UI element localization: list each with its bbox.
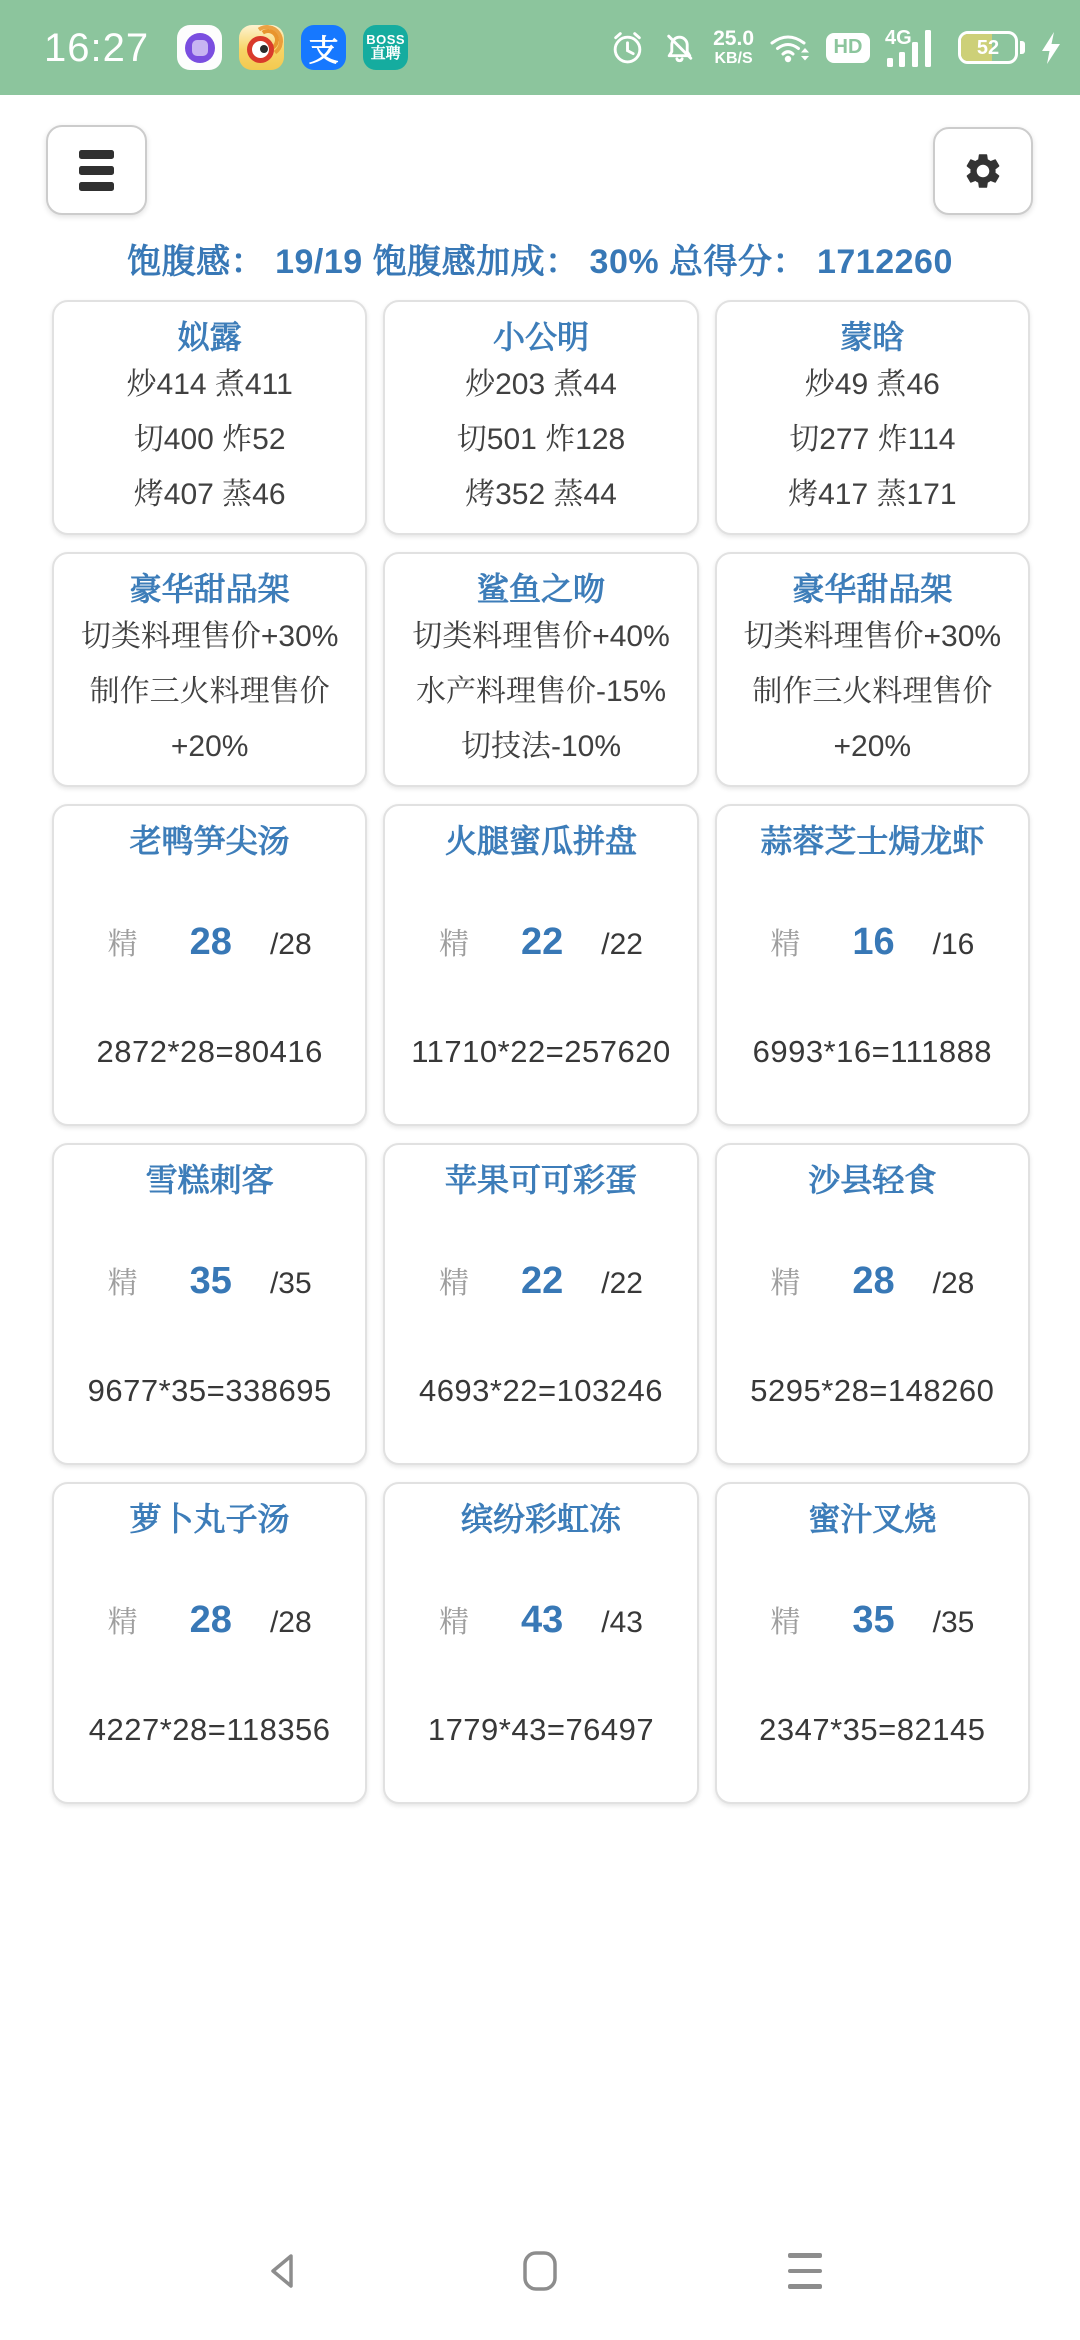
chef-skill-line: 炒49 煮46	[804, 368, 940, 401]
dish-quantity-row	[717, 919, 1028, 964]
equipment-name: 鲨鱼之吻	[476, 571, 605, 607]
dish-quantity-row	[54, 1258, 365, 1303]
chef-name: 姒露	[177, 319, 242, 355]
chef-card[interactable]	[715, 300, 1030, 535]
equipment-card[interactable]	[383, 552, 698, 787]
equipment-name: 豪华甜品架	[792, 571, 953, 607]
refine-label: 精	[107, 1606, 138, 1639]
chef-card[interactable]	[52, 300, 367, 535]
chef-skill-line: 烤417 蒸171	[788, 478, 957, 511]
dish-name: 蜜汁叉烧	[808, 1501, 937, 1537]
dish-quantity-row	[385, 1597, 696, 1642]
weibo-app-icon	[239, 25, 284, 70]
dish-name: 蒜蓉芝士焗龙虾	[760, 823, 985, 859]
dish-quantity-row	[385, 919, 696, 964]
refine-label: 精	[770, 928, 801, 961]
chef-name: 蒙晗	[840, 319, 905, 355]
refine-label: 精	[107, 928, 138, 961]
boss-zhipin-app-icon: BOSS 直聘	[363, 25, 408, 70]
dish-quantity-row	[54, 1597, 365, 1642]
dish-score-formula: 4693*22=103246	[418, 1373, 664, 1408]
dish-card[interactable]	[383, 1143, 698, 1465]
refine-label: 精	[438, 1606, 469, 1639]
dish-card[interactable]	[52, 1482, 367, 1804]
equipment-name: 豪华甜品架	[129, 571, 290, 607]
hamburger-icon	[79, 150, 114, 191]
status-bar-right	[609, 28, 1062, 68]
settings-button[interactable]	[933, 127, 1033, 215]
refine-label: 精	[107, 1267, 138, 1300]
equipment-buff-line: 切类料理售价+30%	[743, 620, 1002, 653]
chef-card[interactable]	[383, 300, 698, 535]
cards-grid	[52, 300, 1030, 1804]
notification-app-icons	[177, 25, 408, 70]
dish-score-formula: 9677*35=338695	[87, 1373, 332, 1408]
dish-card[interactable]	[715, 804, 1030, 1126]
chef-skill-line: 炒203 煮44	[465, 368, 617, 401]
network-speed: 25.0 KB/S	[713, 27, 754, 67]
wifi-icon	[769, 31, 811, 65]
dish-name: 萝卜丸子汤	[129, 1501, 290, 1537]
dish-count: 16	[852, 921, 895, 963]
dish-count: 35	[189, 1260, 232, 1302]
dish-card[interactable]	[383, 804, 698, 1126]
dish-name: 苹果可可彩蛋	[444, 1162, 637, 1198]
equipment-buff-line: 切类料理售价+30%	[80, 620, 339, 653]
dish-quantity-row	[385, 1258, 696, 1303]
chef-skill-line: 切400 炸52	[133, 423, 286, 456]
equipment-card[interactable]	[715, 552, 1030, 787]
chef-skill-line: 切277 炸114	[789, 423, 956, 456]
dish-score-formula: 5295*28=148260	[750, 1373, 995, 1408]
dish-card[interactable]	[383, 1482, 698, 1804]
dish-card[interactable]	[715, 1482, 1030, 1804]
dish-max: /35	[269, 1267, 312, 1300]
equipment-buff-line: +20%	[833, 730, 912, 763]
equipment-buff-line: 水产料理售价-15%	[415, 675, 667, 708]
dish-score-formula: 1779*43=76497	[427, 1712, 655, 1747]
clock: 16:27	[44, 25, 150, 70]
menu-button[interactable]	[46, 125, 147, 215]
nav-back-button[interactable]	[258, 2248, 304, 2294]
equipment-buff-line: +20%	[170, 730, 249, 763]
dish-count: 28	[189, 921, 232, 963]
chef-name: 小公明	[492, 319, 589, 355]
dish-name: 沙县轻食	[808, 1162, 937, 1198]
dish-card[interactable]	[715, 1143, 1030, 1465]
dish-score-formula: 11710*22=257620	[411, 1034, 671, 1069]
dish-score-formula: 4227*28=118356	[88, 1712, 331, 1747]
battery-indicator: 52	[958, 31, 1025, 64]
dish-count: 43	[520, 1599, 564, 1641]
dish-max: /22	[601, 1267, 643, 1300]
equipment-card[interactable]	[52, 552, 367, 787]
signal-strength-icon: 4G	[885, 28, 943, 68]
dish-count: 35	[852, 1599, 895, 1641]
equipment-buff-line: 制作三火料理售价	[752, 675, 993, 708]
dish-name: 缤纷彩虹冻	[460, 1501, 621, 1537]
generic-app-icon	[177, 25, 222, 70]
alipay-app-icon: 支	[301, 25, 346, 70]
chef-skill-line: 烤407 蒸46	[133, 478, 286, 511]
dish-count: 22	[520, 921, 564, 963]
refine-label: 精	[770, 1606, 801, 1639]
dish-count: 28	[852, 1260, 895, 1302]
dish-quantity-row	[717, 1597, 1028, 1642]
back-icon	[265, 2250, 297, 2292]
chef-skill-line: 炒414 煮411	[126, 368, 293, 401]
dish-score-formula: 2347*35=82145	[759, 1712, 986, 1747]
dish-count: 22	[520, 1260, 564, 1302]
dish-score-formula: 2872*28=80416	[96, 1034, 323, 1069]
hd-voice-icon: HD	[826, 33, 870, 63]
alarm-icon	[609, 29, 646, 66]
satiety-score-summary: 饱腹感： 19/19 饱腹感加成： 30% 总得分： 1712260	[127, 243, 953, 281]
charging-icon	[1040, 32, 1062, 64]
dish-card[interactable]	[52, 1143, 367, 1465]
dish-max: /22	[601, 928, 643, 961]
dish-max: /28	[269, 928, 312, 961]
dish-name: 老鸭笋尖汤	[129, 823, 290, 859]
dish-quantity-row	[54, 919, 365, 964]
dish-max: /16	[932, 928, 975, 961]
nav-home-button[interactable]	[517, 2248, 563, 2294]
dish-max: /28	[932, 1267, 975, 1300]
dish-max: /28	[269, 1606, 312, 1639]
dish-max: /43	[601, 1606, 643, 1639]
equipment-buff-line: 切类料理售价+40%	[412, 620, 670, 653]
home-icon	[522, 2250, 558, 2292]
dish-card[interactable]	[52, 804, 367, 1126]
chef-skill-line: 切501 炸128	[456, 423, 626, 456]
dish-name: 火腿蜜瓜拼盘	[444, 823, 637, 859]
chef-skill-line: 烤352 蒸44	[465, 478, 617, 511]
refine-label: 精	[438, 928, 469, 961]
nav-recents-button[interactable]	[782, 2248, 828, 2294]
refine-label: 精	[770, 1267, 801, 1300]
dish-name: 雪糕刺客	[145, 1162, 274, 1198]
dish-quantity-row	[717, 1258, 1028, 1303]
recents-icon	[788, 2253, 822, 2289]
equipment-buff-line: 切技法-10%	[460, 730, 622, 763]
dish-max: /35	[932, 1606, 975, 1639]
status-bar	[0, 0, 1080, 95]
gear-icon	[962, 150, 1004, 192]
equipment-buff-line: 制作三火料理售价	[89, 675, 330, 708]
dish-count: 28	[189, 1599, 232, 1641]
notifications-muted-icon	[661, 29, 698, 66]
dish-score-formula: 6993*16=111888	[752, 1034, 993, 1069]
refine-label: 精	[438, 1267, 469, 1300]
